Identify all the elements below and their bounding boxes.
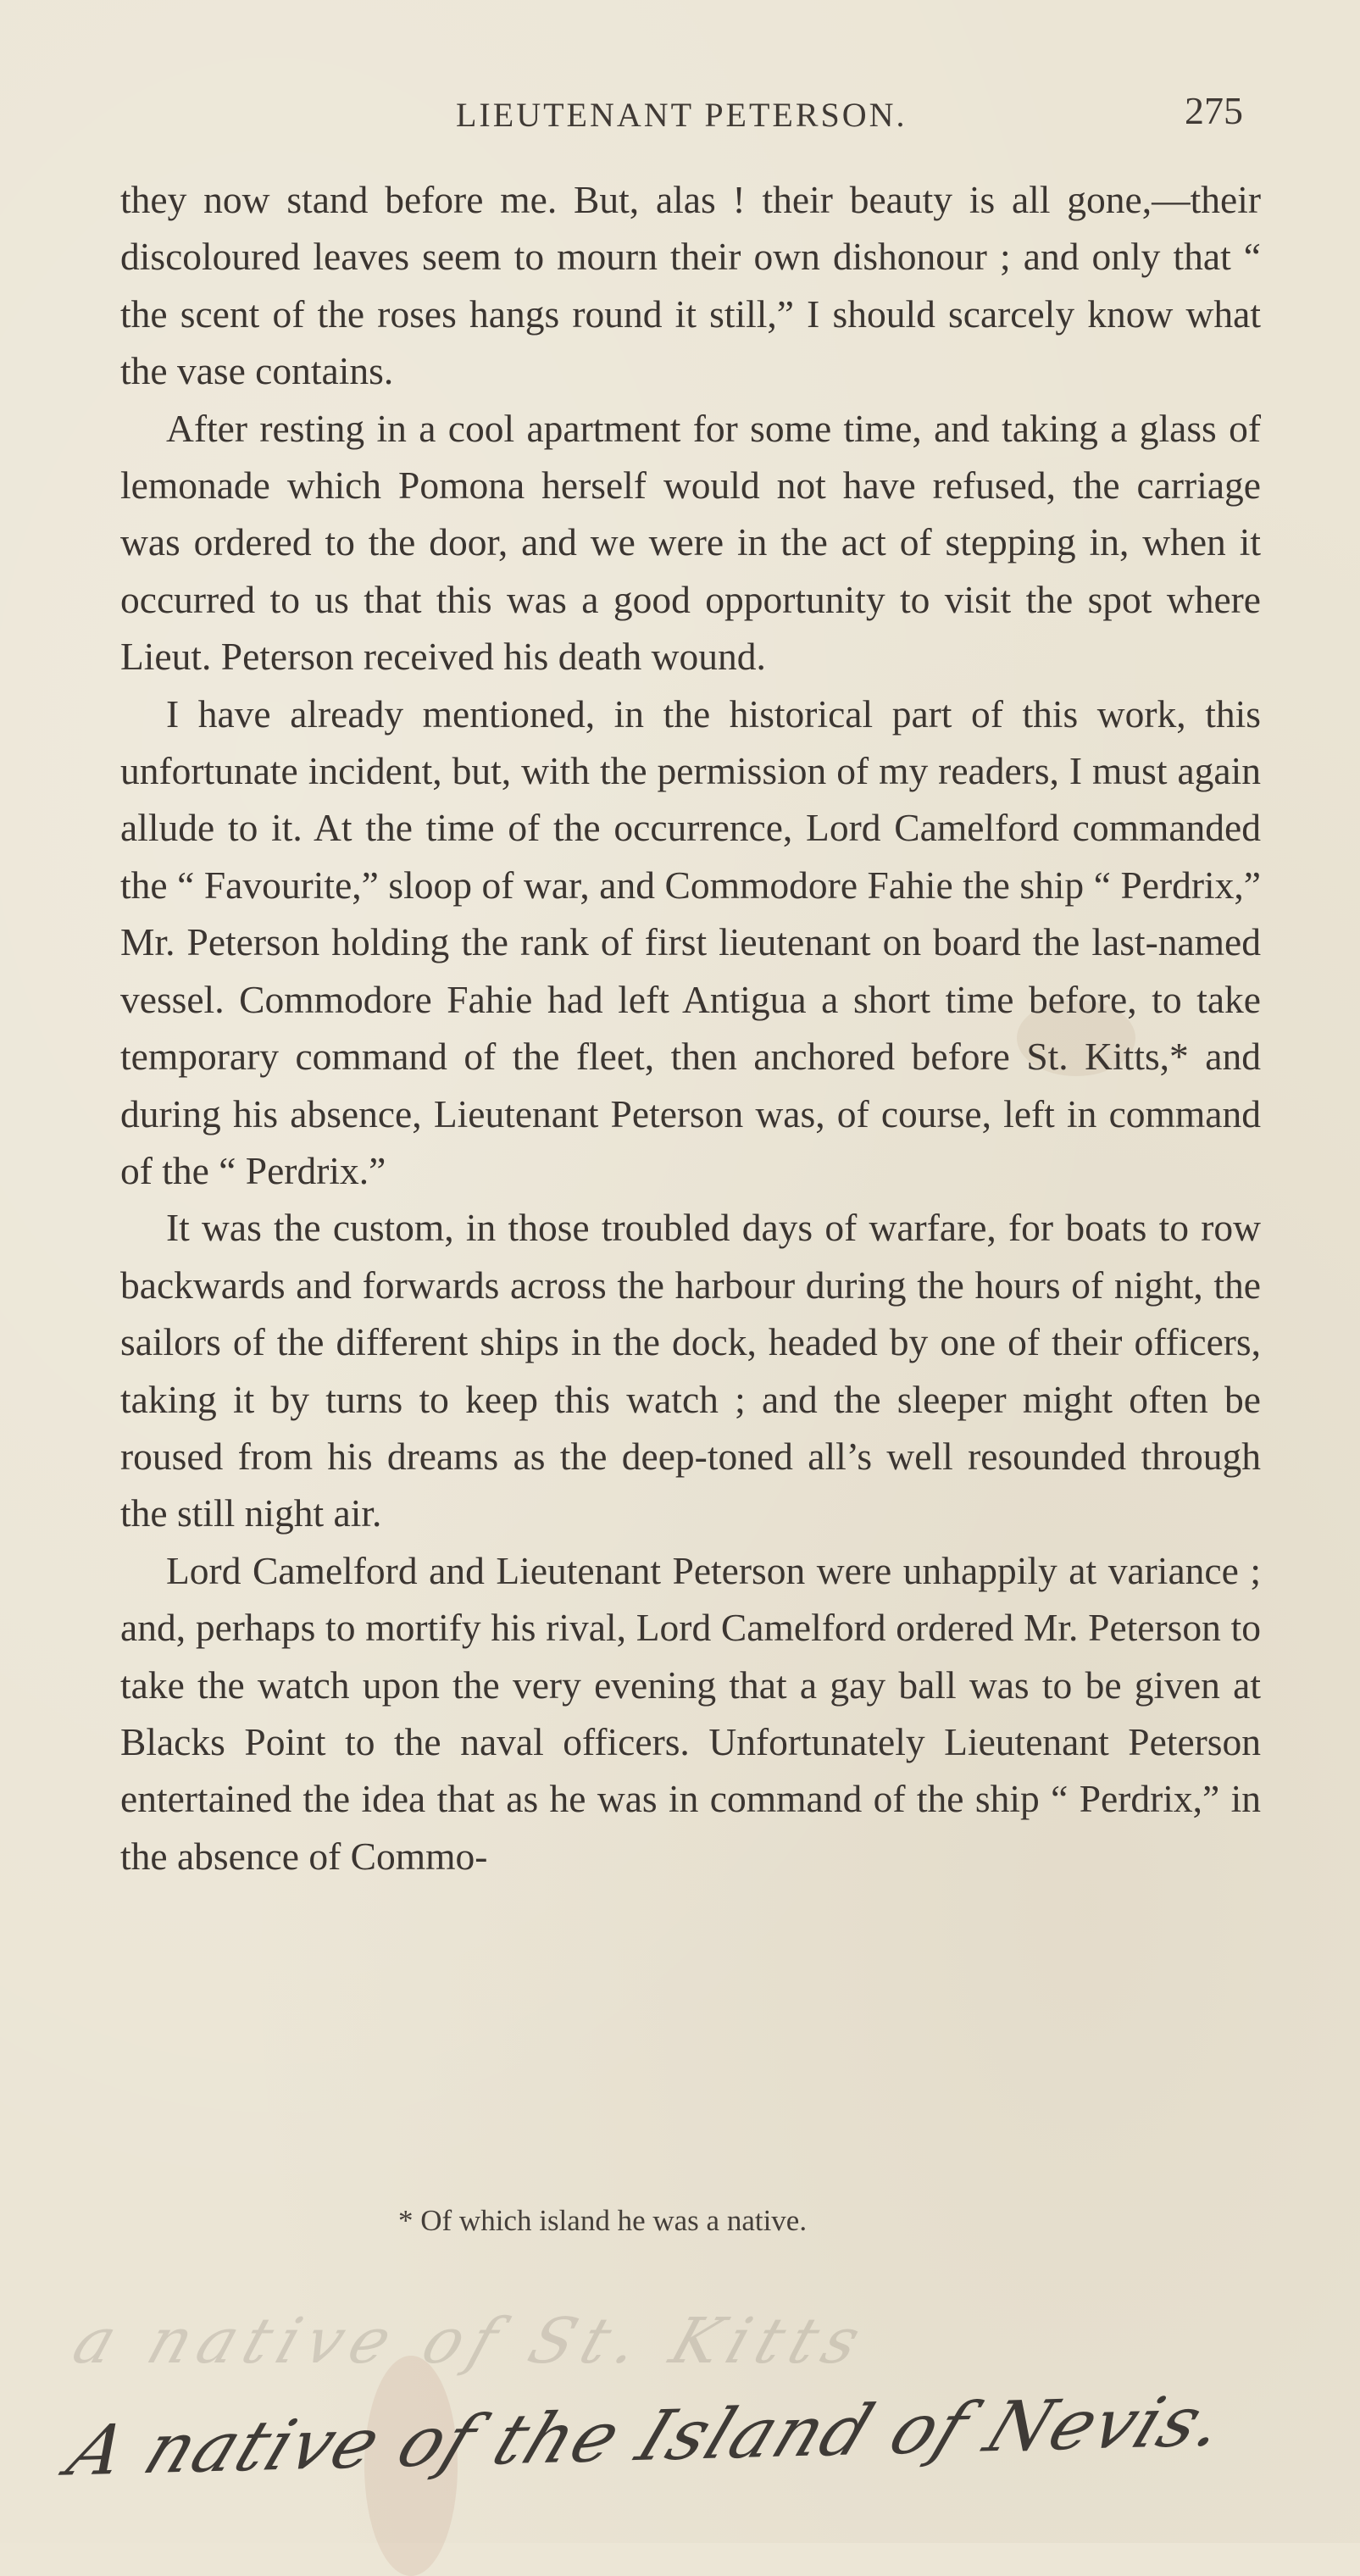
running-head: LIEUTENANT PETERSON. — [456, 96, 908, 134]
handwritten-note-faint: a native of St. Kitts — [64, 2305, 878, 2378]
body-text — [120, 171, 1261, 1885]
paragraph: I have already mentioned, in the historical part of this work, this unfortunate incident, but, with the permission of my readers, I must again allude to it. At the time of the occurrence, Lord Camelford commanded the “ Favourite,” sloop of war, and Commodore Fahie the ship “ Perdrix,” Mr. Peterson holding the rank of first lieutenant on board the last-named vessel. Commodore Fahie had left Antigua a short time before, to take temporary command of the fleet, then anchored before St. Kitts,* and during his absence, Lieutenant Peterson was, of course, left in command of the “ Perdrix.” — [120, 691, 1261, 1192]
paragraph: After resting in a cool apartment for some time, and taking a glass of lemonade which Pomona herself would not have refused, the carriage was ordered to the door, and we were in the act of stepping in, when it occurred to us that this was a good opportunity to visit the spot where Lieut. Peterson received his death wound. — [120, 406, 1261, 679]
footnote: * Of which island he was a native. — [398, 2204, 808, 2237]
handwritten-note: A native of the Island of Nevis. — [57, 2381, 1239, 2492]
paragraph: they now stand before me. But, alas ! their beauty is all gone,—their discoloured leaves seem to mourn their own dishonour ; and only that “ the scent of the roses hangs round it still,” I should scarcely know what the vase contains. — [120, 178, 1261, 393]
paragraph: Lord Camelford and Lieutenant Peterson were unhappily at variance ; and, perhaps to mortify his rival, Lord Camelford ordered Mr. Peterson to take the watch upon the very evening that a gay ball was to be given at Blacks Point to the naval officers. Unfortunately Lieutenant Peterson entertained the idea that as he was in command of the ship “ Perdrix,” in the absence of Commo- — [120, 1548, 1261, 1878]
paragraph: It was the custom, in those troubled days of warfare, for boats to row backwards and forwards across the harbour during the hours of night, the sailors of the different ships in the dock, headed by one of their officers, taking it by turns to keep this watch ; and the sleeper might often be roused from his dreams as the deep-toned all’s well resounded through the still night air. — [120, 1206, 1261, 1535]
page-number: 275 — [1185, 89, 1243, 132]
